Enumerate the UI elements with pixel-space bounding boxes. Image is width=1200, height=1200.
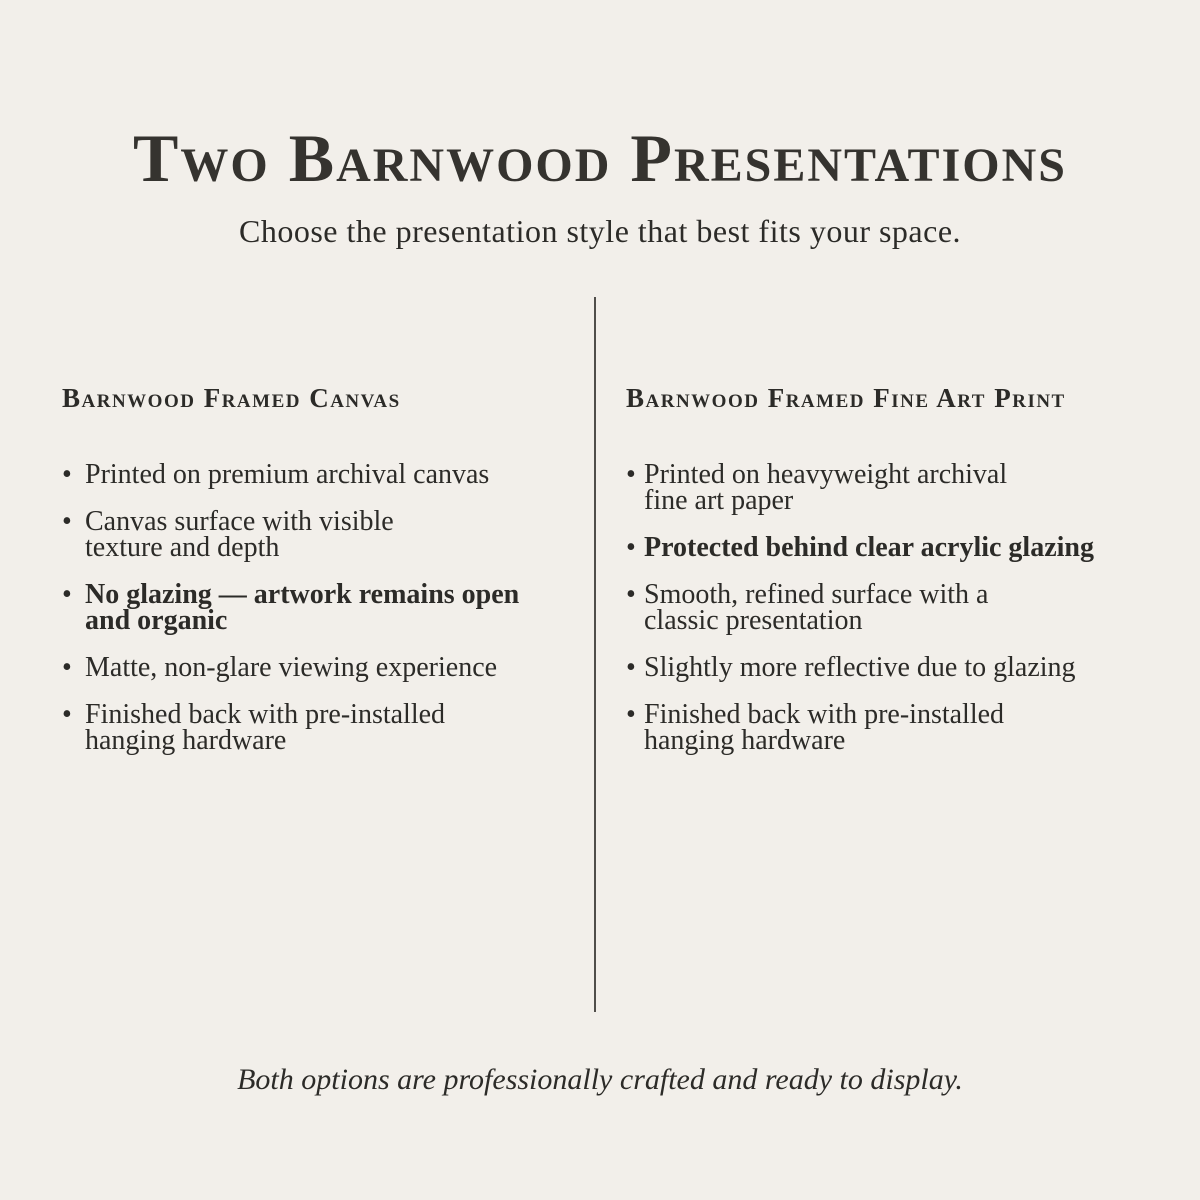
list-item [62, 459, 572, 490]
list-item [626, 532, 1161, 563]
print-column-heading: Barnwood Framed Fine Art Print [626, 383, 1066, 413]
bullet-line: hanging hardware [644, 725, 846, 756]
footer-note: Both options are professionally crafted and ready to display. [237, 1063, 963, 1096]
bullet-icon: • [626, 532, 636, 563]
list-item [62, 652, 572, 683]
canvas-feature-list [62, 459, 572, 756]
bullet-line: No glazing — artwork remains open [85, 579, 520, 610]
bullet-icon: • [626, 652, 636, 683]
bullet-icon: • [62, 579, 72, 610]
list-item [626, 459, 1161, 516]
bullet-icon: • [626, 459, 636, 490]
bullet-line: Matte, non-glare viewing experience [85, 652, 498, 683]
bullet-line: Finished back with pre-installed [85, 699, 446, 730]
canvas-column-heading: Barnwood Framed Canvas [62, 383, 401, 413]
bullet-line: texture and depth [85, 532, 280, 563]
print-column [626, 382, 1161, 775]
bullet-line: Canvas surface with visible [85, 506, 394, 537]
bullet-line: hanging hardware [85, 725, 287, 756]
bullet-line: and organic [85, 605, 228, 636]
list-item [626, 579, 1161, 636]
print-feature-list [626, 459, 1161, 756]
bullet-line: Slightly more reflective due to glazing [644, 652, 1076, 683]
bullet-line: Printed on heavyweight archival [644, 459, 1008, 490]
bullet-line: Finished back with pre-installed [644, 699, 1005, 730]
bullet-line: fine art paper [644, 485, 794, 516]
bullet-line: Printed on premium archival canvas [85, 459, 490, 490]
list-item [626, 699, 1161, 756]
bullet-line: Protected behind clear acrylic glazing [644, 532, 1094, 563]
list-item [62, 699, 572, 756]
column-divider [594, 297, 596, 1012]
bullet-icon: • [62, 699, 72, 730]
bullet-line: classic presentation [644, 605, 863, 636]
list-item [626, 652, 1161, 683]
bullet-icon: • [626, 699, 636, 730]
list-item [62, 579, 572, 636]
bullet-icon: • [626, 579, 636, 610]
bullet-icon: • [62, 506, 72, 537]
page-subtitle: Choose the presentation style that best fits your space. [238, 213, 962, 249]
bullet-icon: • [62, 459, 72, 490]
list-item [62, 506, 572, 563]
page-title: Two Barnwood Presentations [133, 120, 1067, 196]
bullet-line: Smooth, refined surface with a [644, 579, 989, 610]
canvas-column [62, 382, 572, 775]
bullet-icon: • [62, 652, 72, 683]
